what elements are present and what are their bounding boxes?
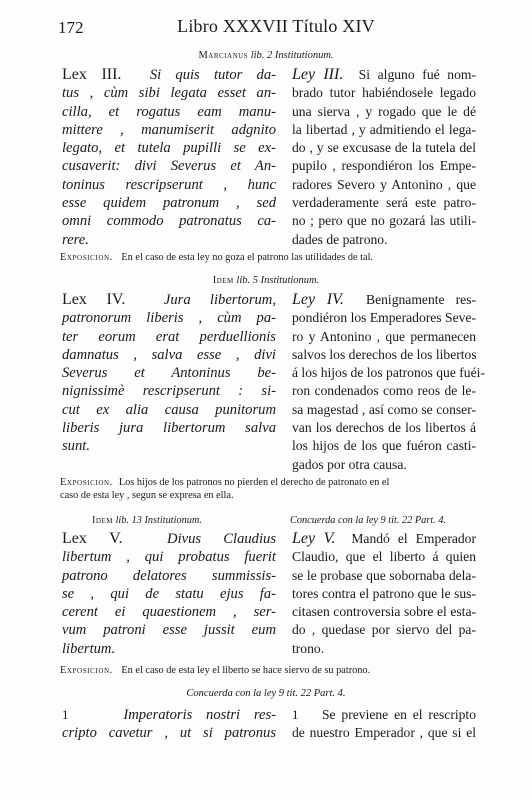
text-line: esse quidem patronum , sed [62, 195, 276, 212]
exposition-label: Exposicion. [60, 665, 113, 676]
text-line: nignissimè rescripserunt : si- [62, 383, 276, 400]
text-line: Ley V. Mandó el Emperador [292, 530, 477, 547]
text-line: gados por otra causa. [292, 456, 407, 472]
text-line: ro y Antonino , que permanecen [292, 328, 476, 344]
citation-ref: lib. 2 Institutionum. [250, 50, 334, 61]
text-line: legato, et tutela pupilli se ex- [62, 140, 276, 157]
jurist-name: Idem [92, 515, 113, 526]
text-line: citasen controversia sobre el esta- [292, 604, 476, 620]
text-line: se , qui de statu ejus fa- [62, 585, 276, 602]
text-line: Claudio, que el liberto á quien [292, 549, 476, 565]
paragraph-number: 1 [292, 707, 299, 722]
text-line: do , y se excusase de la tutela del [292, 140, 476, 156]
exposition-text: En el caso de esta ley el liberto se hace siervo de su patrono. [121, 665, 371, 676]
latin-column [62, 706, 276, 743]
exposition [60, 664, 492, 677]
text-line: no ; pero que no gozará las utili- [292, 213, 476, 229]
running-title: Libro XXXVII Título XIV [177, 16, 375, 36]
exposition-text: En el caso de esta ley no goza el patrono las utilidades de tal. [121, 252, 374, 263]
text-line: libertum , qui probatus fuerit [62, 549, 276, 566]
exposition-text: caso de esta ley , segun se expresa en ella. [60, 490, 234, 501]
citation-ref: lib. 5 Institutionum. [236, 275, 320, 286]
text-line: cripto cavetur , ut si patronus [62, 725, 276, 742]
text-line: damnatus , salva esse , divi [62, 346, 276, 363]
text-line: cusaverit: divi Severus et An- [62, 158, 276, 175]
spanish-column [292, 66, 476, 249]
text-line: pupilo , respondiéron los Empe- [292, 158, 476, 174]
text-line: una sierva , y rogado que le dé [292, 103, 476, 119]
text-line: Lex III. Si quis tutor da- [62, 66, 276, 83]
text-line: 1 Se previene en el rescripto [292, 707, 476, 722]
text-line: salvos los derechos de los libertos [292, 346, 477, 362]
exposition [60, 476, 492, 502]
text-line: van los derechos de los libertos á [292, 420, 476, 436]
text-line: do , quedase por siervo del pa- [292, 622, 476, 638]
text-line: trono. [292, 640, 325, 656]
text-line: sa magestad , así como se conser- [292, 401, 476, 417]
text-line: ter eorum erat perduellionis [62, 328, 276, 345]
text-line: libertum. [62, 640, 116, 657]
text-line: pondiéron los Emperadores Seve- [292, 310, 476, 326]
text-line: tores contra el patrono que le sus- [292, 585, 476, 601]
page-number: 172 [58, 18, 84, 37]
law-heading: Lex V. [62, 530, 123, 547]
text-line: de nuestro Emperador , que si el [292, 725, 476, 741]
text-line: sunt. [62, 438, 90, 455]
text-line: radores Severo y Antonino , que [292, 176, 476, 192]
exposition-text: Los hijos de los patronos no pierden el derecho de patronato en el [118, 477, 390, 488]
text-line: Ley IV. Benignamente res- [292, 291, 477, 308]
text-line: la libertad , y admitiendo el lega- [292, 121, 476, 137]
exposition-label: Exposicion. [60, 477, 113, 488]
text-line: patronorum liberis , cùm pa- [62, 310, 276, 327]
text-line: vum patroni esse jussit eum [62, 622, 276, 639]
text-line: Lex V. Divus Claudius [62, 530, 277, 547]
exposition [60, 251, 492, 264]
text-line: 1 Imperatoris nostri res- [62, 707, 276, 723]
text-line: toninus rescripserunt , hunc [62, 176, 276, 193]
spanish-column [292, 530, 476, 658]
latin-column [62, 291, 276, 456]
text-line: se le probase que sobornaba dela- [292, 567, 476, 583]
text-line: Lex IV. Jura libertorum, [62, 291, 276, 308]
source-citation [0, 275, 532, 286]
text-line: á los hijos de los patronos que fuéi- [292, 365, 485, 381]
law-heading: Ley III. [292, 66, 344, 83]
text-line: Ley III. Si alguno fué nom- [292, 66, 476, 83]
text-line: patrono delatores summissis- [62, 567, 276, 584]
text-line: cilla, et rogatus eam manu- [62, 103, 276, 120]
law-heading: Ley IV. [292, 291, 344, 308]
law-heading: Lex IV. [62, 291, 126, 308]
exposition-label: Exposicion. [60, 252, 113, 263]
text-line: verdaderamente será este patro- [292, 195, 476, 211]
text-line: omni commodo patronatus ca- [62, 213, 276, 230]
paragraph-number: 1 [62, 707, 69, 722]
spanish-column [292, 291, 485, 474]
text-line: cut ex alia causa punitorum [62, 401, 276, 418]
latin-column [62, 530, 276, 658]
text-line: ron condenados como reos de le- [292, 383, 476, 399]
concordance-note: Concuerda con la ley 9 tit. 22 Part. 4. [186, 688, 346, 699]
text-line: tus , cùm sibi legata esset an- [62, 85, 276, 102]
text-line: liberis jura libertorum salva [62, 420, 276, 437]
running-header [58, 18, 494, 44]
text-line: brado tutor habiéndosele legado [292, 85, 476, 101]
text-line: cerent ei quaestionem , ser- [62, 604, 276, 621]
text-line: los hijos de los que fuéron casti- [292, 438, 476, 454]
jurist-name: Marcianus [198, 50, 249, 61]
jurist-name: Idem [212, 275, 234, 286]
citation-ref: lib. 13 Institutionum. [115, 515, 202, 526]
source-citation [92, 515, 202, 526]
latin-column [62, 66, 276, 249]
law-heading: Ley V. [292, 530, 336, 547]
law-heading: Lex III. [62, 66, 122, 83]
concordance-note: Concuerda con la ley 9 tit. 22 Part. 4. [290, 515, 447, 526]
text-line: mittere , manumiserit adgnito [62, 121, 276, 138]
text-line: dades de patrono. [292, 231, 388, 247]
text-line: rere. [62, 231, 89, 248]
spanish-column [292, 706, 476, 743]
source-citation [0, 50, 532, 61]
text-line: Severus et Antoninus be- [62, 365, 276, 382]
